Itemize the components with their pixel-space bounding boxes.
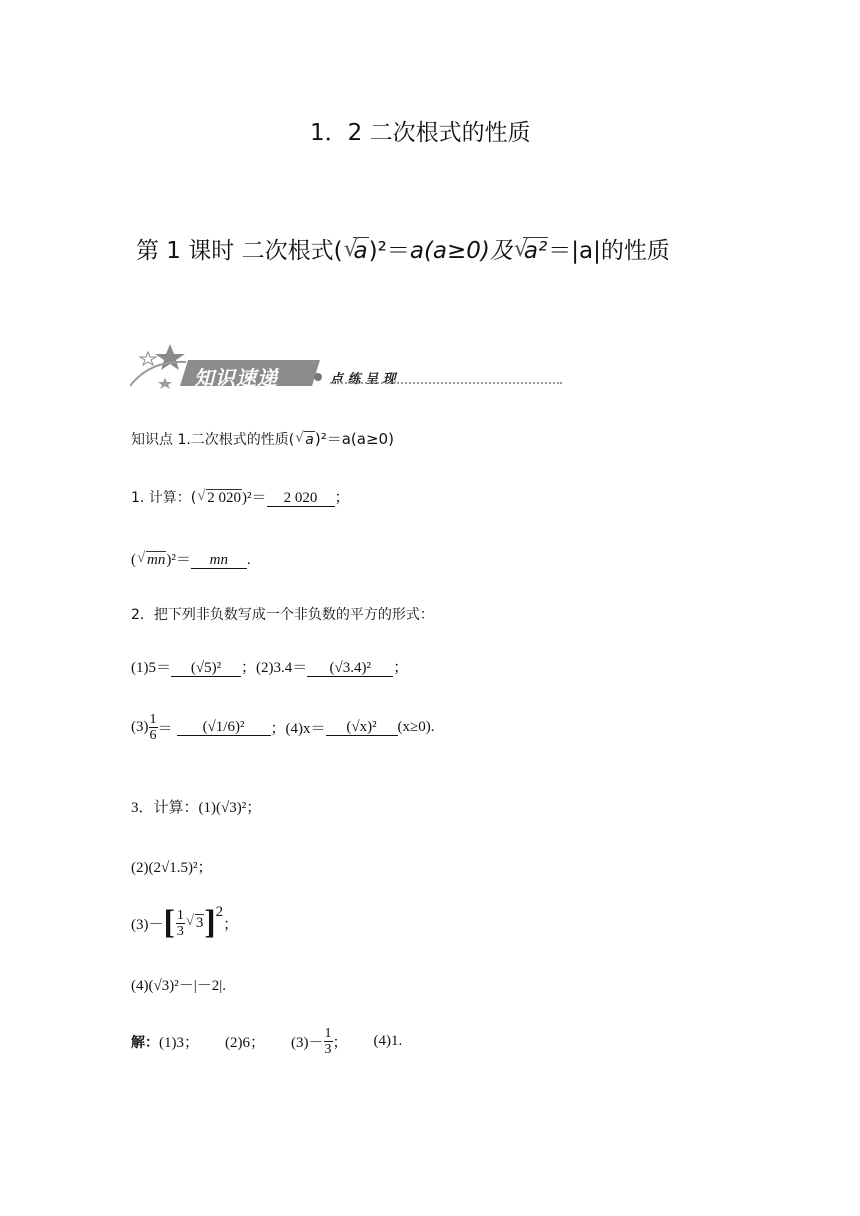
page-title: 1．2 二次根式的性质 (310, 120, 531, 146)
q2-p3-answer: (√1/6)² (177, 719, 271, 736)
subtitle-part5: ＝|a|的性质 (548, 238, 670, 264)
question-2-text: 2．把下列非负数写成一个非负数的平方的形式： (131, 607, 434, 623)
solution-line (131, 1026, 402, 1057)
q2-p4-end: (x≥0). (397, 719, 435, 735)
banner-sub-text: 点 练 呈 现 (330, 372, 396, 387)
subtitle-prefix: 第 1 课时 二次根式( (136, 238, 343, 264)
q2-p3-label: (3) (131, 719, 149, 735)
subtitle-radical-a: √ a (344, 238, 369, 264)
q1-l2-open: ( (131, 552, 136, 568)
question-1-line1 (131, 486, 350, 507)
solution-4: (4)1. (373, 1033, 403, 1049)
q1-mid: )²＝ (242, 490, 267, 506)
q1-l2-end: . (246, 552, 251, 568)
star-icon (155, 344, 185, 370)
solution-label: 解： (131, 1034, 159, 1051)
solution-3-label: (3)－ (291, 1035, 324, 1051)
q2-p2-label: ；(2)3.4＝ (241, 660, 308, 676)
q2-p3-fraction: $\frac{1}{6}$ (149, 712, 157, 743)
q3-p3-exponent: 2 (215, 904, 224, 920)
solution-3-fraction: $\frac{1}{3}$ (324, 1026, 332, 1057)
q1-radical: √ 2 020 (197, 490, 242, 507)
lesson-subtitle (136, 232, 670, 265)
banner-main-text: 知识速递 (194, 366, 278, 390)
question-2-line1 (131, 656, 408, 677)
dot-icon (314, 373, 322, 381)
q2-p2-answer: (√3.4)² (307, 660, 393, 677)
solution-3-end: ； (332, 1035, 348, 1051)
q3-p3-fraction: $\frac{1}{3}$ (176, 907, 184, 939)
q2-p2-end: ； (393, 660, 409, 676)
q3-p3-label: (3)－ (131, 916, 164, 933)
q3-p3-radical: √ 3 (186, 915, 205, 932)
subtitle-radical-a2: √ a² (514, 238, 548, 264)
q2-p1-answer: (√5)² (171, 660, 241, 677)
q2-p4-label: ；(4)x＝ (270, 721, 326, 737)
q1-l2-radical: √ mn (137, 552, 166, 569)
q1-answer: 2 020 (267, 490, 335, 507)
question-3-part3: (3)－ [ $\frac{1}{3}$ √ 3 ] 2 ； (131, 906, 238, 940)
q1-end: ； (334, 490, 350, 506)
q1-l2-mid: )²＝ (166, 552, 191, 568)
q2-p3-eq: ＝ (157, 721, 173, 737)
kp-radical: √ a (295, 432, 315, 448)
kp-prefix: 知识点 1.二次根式的性质( (131, 432, 295, 448)
q2-p4-answer: (√x)² (326, 719, 398, 736)
question-2-line2 (131, 712, 435, 743)
solution-1: (1)3； (159, 1035, 199, 1051)
q1-l2-answer: mn (209, 552, 229, 568)
small-star-icon (158, 378, 172, 389)
q1-label: 1. 计算：( (131, 490, 197, 506)
question-1-line2 (131, 548, 251, 569)
question-3-text: 3．计算：(1)(√3)²； (131, 800, 262, 816)
q2-p1-label: (1)5＝ (131, 660, 171, 676)
solution-2: (2)6； (225, 1035, 265, 1051)
subtitle-part2: )²＝ (368, 238, 410, 264)
star-outline-icon (140, 352, 156, 365)
banner-divider (330, 382, 562, 384)
question-3-part2: (2)(2√1.5)²； (131, 860, 213, 876)
question-3-part4: (4)(√3)²－|－2|. (131, 978, 226, 994)
subtitle-part3: a(a≥0)及 (409, 238, 513, 264)
kp-suffix: )²＝a(a≥0) (314, 430, 394, 448)
knowledge-point-heading (131, 428, 394, 449)
q3-p3-end: ； (223, 916, 239, 933)
